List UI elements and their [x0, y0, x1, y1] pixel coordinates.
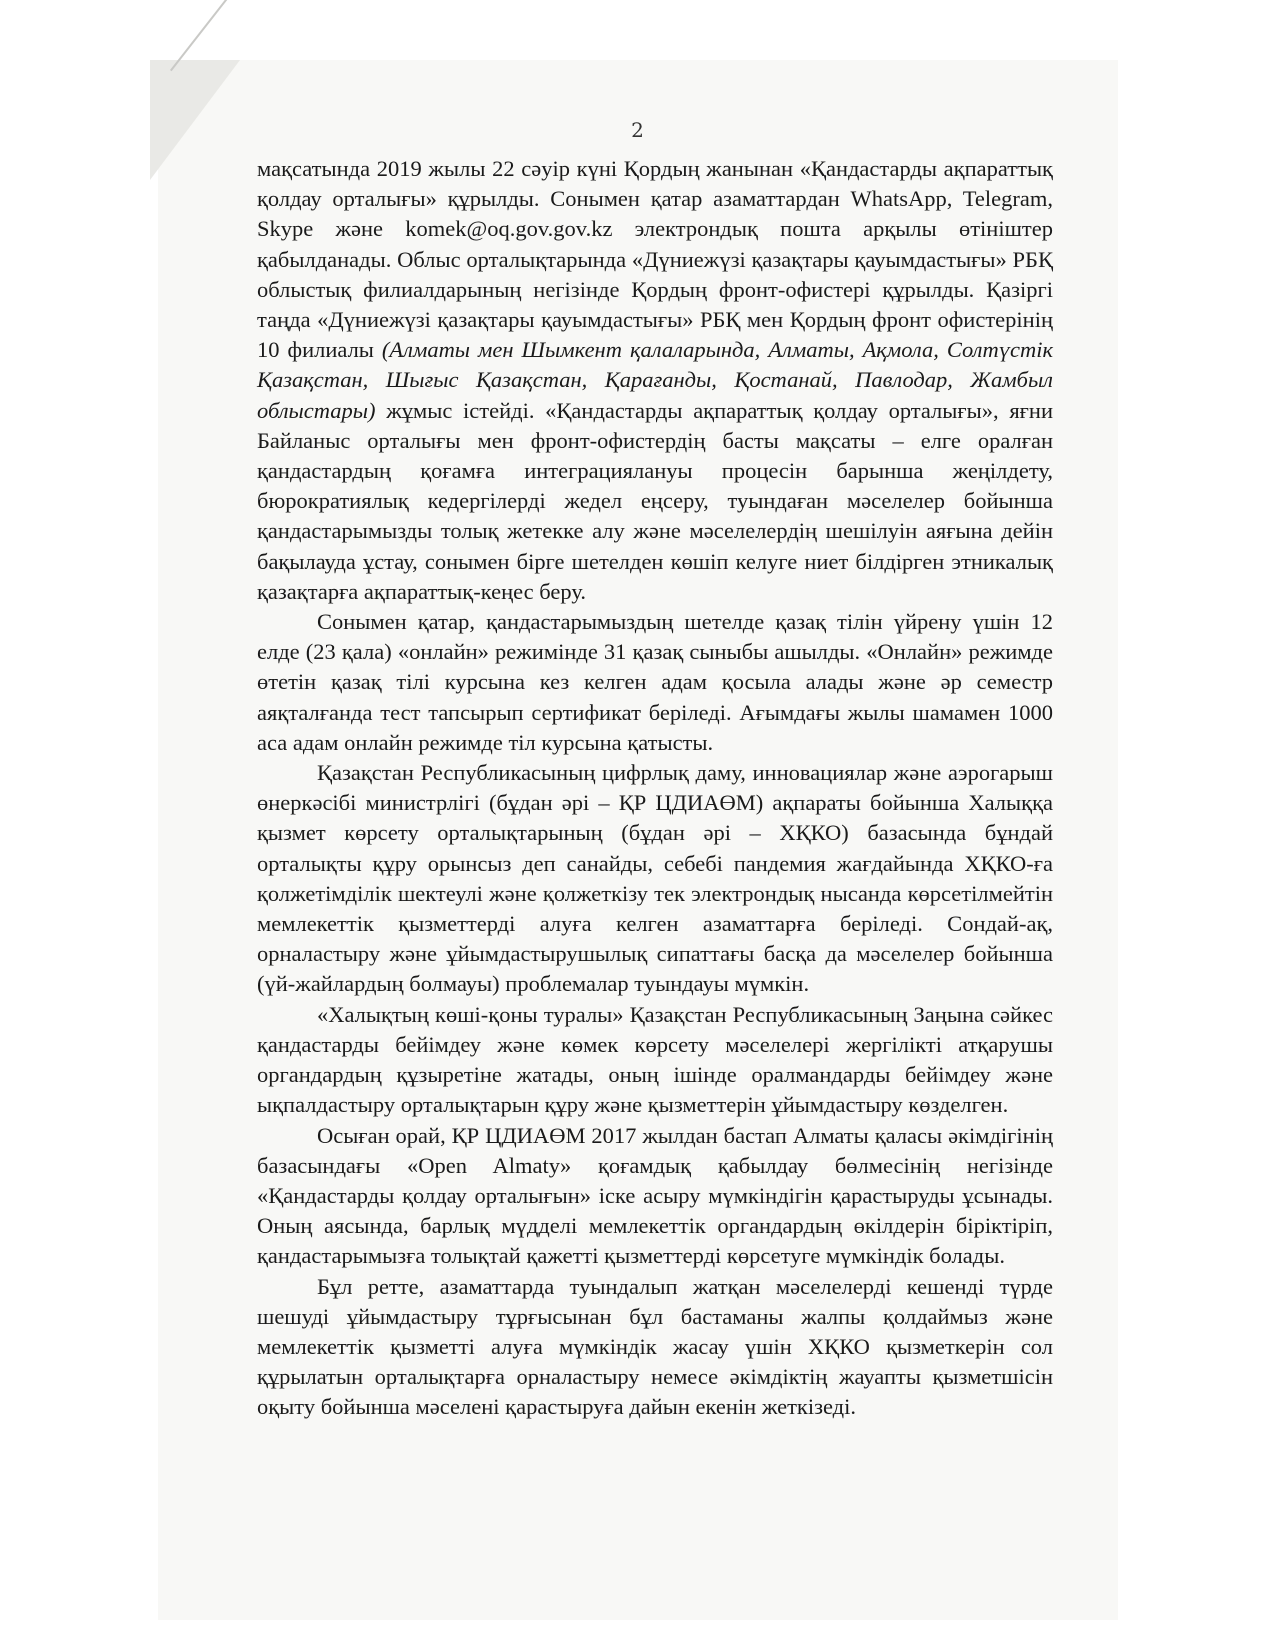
paragraph-1-text-end: жұмыс істейді. «Қандастарды ақпараттық қолдау орталығы», яғни Байланыс орталығы мен фронт-офистердің басты мақсаты – елге оралған қандастардың қоғамға интеграциялануы процесін барынша жеңілдету, бюрократиялық кедергілерді жедел еңсеру, туындаған мәселелер бойынша қандастарымызды толық жетекке алу және мәселелердің шешілуін аяғына дейін бақылауда ұстау, сонымен бірге шетелден көшіп келуге ниет білдірген этникалық қазақтарға ақпараттық-кеңес беру.: [257, 397, 1053, 604]
paragraph-2: Сонымен қатар, қандастарымыздың шетелде қазақ тілін үйрену үшін 12 елде (23 қала) «онлайн» режимінде 31 қазақ сыныбы ашылды. «Онлайн» режимде өтетін қазақ тілі курсына кез келген адам қосыла алады және әр семестр аяқталғанда тест тапсырып сертификат беріледі. Ағымдағы жылы шамамен 1000 аса адам онлайн режимде тіл курсына қатысты.: [257, 609, 1053, 755]
paragraph-1: [257, 154, 1053, 607]
paragraph-6: Бұл ретте, азаматтарда туындалып жатқан мәселелерді кешенді түрде шешуді ұйымдастыру тұрғысынан бұл бастаманы жалпы қолдаймыз және мемлекеттік қызметті алуға мүмкіндік жасау үшін ХҚКО қызметкерін сол құрылатын орталықтарға орналастыру немесе әкімдіктің жауапты қызметшісін оқыту бойынша мәселені қарастыруға дайын екенін жеткізеді.: [257, 1273, 1053, 1420]
document-body: [257, 154, 1053, 1423]
paragraph-4: «Халықтың көші-қоны туралы» Қазақстан Республикасының Заңына сәйкес қандастарды бейімдеу және көмек көрсету мәселелері жергілікті атқарушы органдардың құзыретіне жатады, оның ішінде оралмандарды бейімдеу және ықпалдастыру орталықтарын құру және қызметтерін ұйымдастыру көзделген.: [257, 1001, 1053, 1118]
page-number: 2: [631, 118, 644, 142]
paragraph-3: Қазақстан Республикасының цифрлық даму, инновациялар және аэрогарыш өнеркәсібі министрлігі (бұдан әрі – ҚР ЦДИАӨМ) ақпараты бойынша Халыққа қызмет көрсету орталықтарының (бұдан әрі – ХҚКО) базасында бұндай орталықты құру орынсыз деп санайды, себебі пандемия жағдайында ХҚКО-ға қолжетімділік шектеулі және қолжеткізу тек электрондық нысанда көрсетілмейтін мемлекеттік қызметтерді алуға келген азаматтарға беріледі. Сондай-ақ, орналастыру және ұйымдастырушылық сипаттағы басқа да мәселелер бойынша (үй-жайлардың болмауы) проблемалар туындауы мүмкін.: [257, 760, 1053, 997]
paragraph-1-text-start: мақсатында 2019 жылы 22 сәуір күні Қордың жанынан «Қандастарды ақпараттық қолдау орталығы» құрылды. Сонымен қатар азаматтардан WhatsApp, Telegram, Skype және komek@oq.gov.gov.kz электрондық пошта арқылы өтініштер қабылданады. Облыс орталықтарында «Дүниежүзі қазақтары қауымдастығы» РБҚ облыстық филиалдарының негізінде Қордың фронт-офистері құрылды. Қазіргі таңда «Дүниежүзі қазақтары қауымдастығы» РБҚ мен Қордың фронт офистерінің 10 филиалы: [257, 156, 1053, 363]
paragraph-1-italic-list: (Алматы мен Шымкент қалаларында, Алматы, Ақмола, Солтүстік Қазақстан, Шығыс Қазақстан, Қарағанды, Қостанай, Павлодар, Жамбыл облыстары): [257, 337, 1054, 423]
paragraph-5: Осыған орай, ҚР ЦДИАӨМ 2017 жылдан бастап Алматы қаласы әкімдігінің базасындағы «Open Almaty» қоғамдық қабылдау бөлмесінің негізінде «Қандастарды қолдау орталығын» іске асыру мүмкіндігін қарастыруды ұсынады. Оның аясында, барлық мүдделі мемлекеттік органдардың өкілдерін біріктіріп, қандастарымызға толықтай қажетті қызметтерді көрсетуге мүмкіндік болады.: [257, 1122, 1053, 1269]
